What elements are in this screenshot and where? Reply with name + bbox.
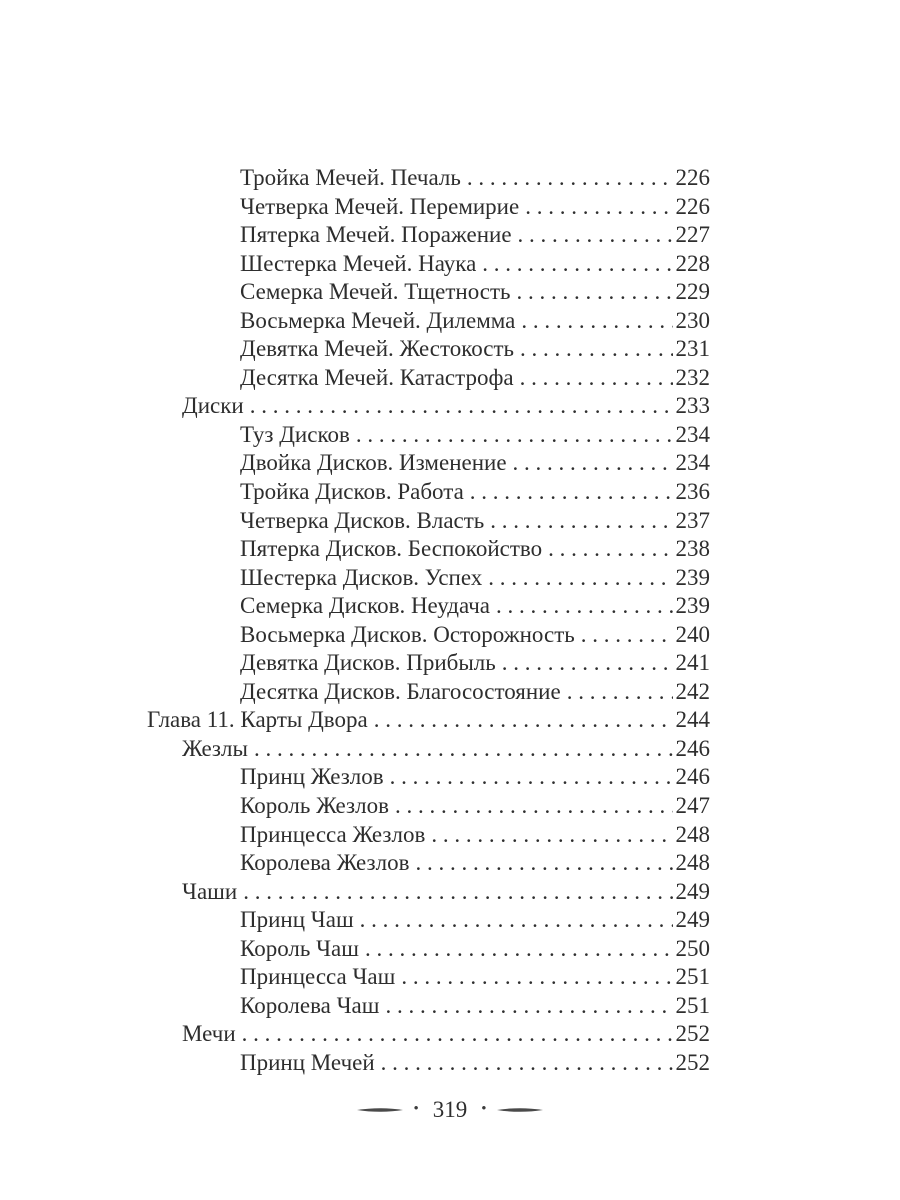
toc-entry-page: 239	[675, 593, 710, 619]
dot-leader	[243, 878, 672, 907]
dot-leader	[415, 849, 672, 878]
toc-entry-label: Семерка Мечей. Тщетность	[240, 279, 511, 305]
toc-entry-page: 244	[675, 707, 710, 733]
toc-entry-page: 249	[675, 907, 710, 933]
toc-entry-page: 230	[675, 307, 710, 333]
dot-leader	[467, 164, 673, 193]
ornament-dot-left: •	[413, 1101, 419, 1117]
toc-entry-label: Король Чаш	[240, 935, 359, 961]
toc-entry-label: Пятерка Дисков. Беспокойство	[240, 536, 543, 562]
dot-leader	[374, 706, 673, 735]
dot-leader	[470, 478, 673, 507]
toc-entry-label: Девятка Мечей. Жестокость	[240, 336, 515, 362]
toc-entry-page: 228	[675, 250, 710, 276]
dot-leader	[490, 507, 672, 536]
toc-entry-page: 242	[675, 678, 710, 704]
page-footer	[0, 1098, 900, 1121]
toc-row	[147, 335, 710, 364]
dot-leader	[390, 763, 673, 792]
toc-entry-label: Девятка Дисков. Прибыль	[240, 650, 496, 676]
page-number: 319	[432, 1097, 468, 1122]
toc-row	[147, 392, 710, 421]
toc-entry-label: Жезлы	[182, 735, 248, 761]
dot-leader	[254, 735, 673, 764]
toc-row	[147, 364, 710, 393]
toc-entry-page: 226	[675, 193, 710, 219]
toc-row	[147, 963, 710, 992]
dot-leader	[360, 906, 673, 935]
toc-entry-page: 239	[675, 564, 710, 590]
toc-entry-label: Шестерка Мечей. Наука	[240, 250, 477, 276]
toc-row	[147, 449, 710, 478]
toc-entry-page: 227	[675, 222, 710, 248]
toc-entry-label: Принцесса Чаш	[240, 964, 396, 990]
dot-leader	[488, 564, 672, 593]
toc-row	[147, 221, 710, 250]
toc-entry-label: Принц Чаш	[240, 907, 354, 933]
toc-row	[147, 164, 710, 193]
toc-row	[147, 649, 710, 678]
toc-entry-page: 250	[675, 935, 710, 961]
toc-row	[147, 278, 710, 307]
toc-entry-label: Туз Дисков	[240, 421, 350, 447]
toc-entry-page: 249	[675, 878, 710, 904]
dot-leader	[548, 535, 672, 564]
toc-entry-page: 232	[675, 364, 710, 390]
dot-leader	[395, 792, 673, 821]
dot-leader	[517, 278, 673, 307]
toc-entry-page: 247	[675, 793, 710, 819]
toc-entry-page: 246	[675, 735, 710, 761]
dot-leader	[250, 392, 673, 421]
toc-row	[147, 421, 710, 450]
toc-row	[147, 478, 710, 507]
dot-leader	[513, 449, 673, 478]
toc-entry-page: 234	[675, 450, 710, 476]
toc-entry-page: 241	[675, 650, 710, 676]
dot-leader	[581, 621, 673, 650]
toc-row	[147, 1020, 710, 1049]
toc-row	[147, 935, 710, 964]
toc-row	[147, 821, 710, 850]
toc-entry-label: Тройка Дисков. Работа	[240, 479, 464, 505]
dot-leader	[385, 992, 672, 1021]
toc-row	[147, 307, 710, 336]
toc-entry-label: Десятка Мечей. Катастрофа	[240, 364, 514, 390]
toc-entry-label: Десятка Дисков. Благосостояние	[240, 678, 561, 704]
dot-leader	[356, 421, 673, 450]
toc-entry-label: Чаши	[182, 878, 238, 904]
toc-entry-page: 251	[675, 992, 710, 1018]
toc-entry-label: Восьмерка Мечей. Дилемма	[240, 307, 516, 333]
toc-entry-label: Четверка Мечей. Перемирие	[240, 193, 520, 219]
dot-leader	[518, 221, 673, 250]
toc-entry-label: Семерка Дисков. Неудача	[240, 593, 491, 619]
left-ornament-line	[357, 1106, 403, 1114]
toc-row	[147, 592, 710, 621]
toc-row	[147, 906, 710, 935]
toc-row	[147, 792, 710, 821]
toc-entry-page: 236	[675, 479, 710, 505]
toc-entry-page: 229	[675, 279, 710, 305]
dot-leader	[401, 963, 672, 992]
toc-row	[147, 678, 710, 707]
toc-row	[147, 992, 710, 1021]
toc-entry-label: Четверка Дисков. Власть	[240, 507, 485, 533]
toc-entry-label: Принц Мечей	[240, 1049, 375, 1075]
toc-row	[147, 763, 710, 792]
toc-row	[147, 735, 710, 764]
toc-entry-label: Пятерка Мечей. Поражение	[240, 222, 512, 248]
toc-entry-page: 238	[675, 536, 710, 562]
dot-leader	[431, 821, 672, 850]
toc-entry-page: 226	[675, 165, 710, 190]
toc-entry-label: Принц Жезлов	[240, 764, 384, 790]
right-ornament-line	[497, 1106, 543, 1114]
toc-row	[147, 849, 710, 878]
toc-row	[147, 621, 710, 650]
toc-entry-label: Королева Чаш	[240, 992, 380, 1018]
toc-entry-label: Двойка Дисков. Изменение	[240, 450, 507, 476]
dot-leader	[520, 364, 673, 393]
toc-entry-page: 246	[675, 764, 710, 790]
toc-entry-page: 252	[675, 1049, 710, 1075]
toc-entry-label: Диски	[182, 393, 244, 419]
toc-entry-page: 237	[675, 507, 710, 533]
toc-entry-label: Принцесса Жезлов	[240, 821, 426, 847]
dot-leader	[482, 250, 672, 279]
dot-leader	[381, 1049, 673, 1078]
dot-leader	[520, 335, 672, 364]
toc-entry-page: 233	[675, 393, 710, 419]
toc-entry-page: 231	[675, 336, 710, 362]
toc-entry-label: Мечи	[182, 1021, 236, 1047]
dot-leader	[242, 1020, 673, 1049]
toc-entry-label: Глава 11. Карты Двора	[147, 707, 368, 733]
toc-entry-label: Король Жезлов	[240, 793, 389, 819]
dot-leader	[521, 307, 672, 336]
toc-row	[147, 564, 710, 593]
toc-row	[147, 193, 710, 222]
dot-leader	[525, 193, 672, 222]
dot-leader	[365, 935, 673, 964]
toc-row	[147, 1049, 710, 1078]
toc-row	[147, 878, 710, 907]
toc-entry-page: 248	[675, 821, 710, 847]
ornament-dot-right: •	[481, 1101, 487, 1117]
toc-entry-page: 252	[675, 1021, 710, 1047]
toc-entry-page: 240	[675, 621, 710, 647]
toc-entry-page: 234	[675, 421, 710, 447]
toc-row	[147, 535, 710, 564]
dot-leader	[567, 678, 673, 707]
toc-entry-page: 248	[675, 850, 710, 876]
dot-leader	[496, 592, 672, 621]
toc-row	[147, 706, 710, 735]
toc-entry-page: 251	[675, 964, 710, 990]
toc-entry-label: Королева Жезлов	[240, 850, 410, 876]
toc-entry-label: Шестерка Дисков. Успех	[240, 564, 483, 590]
dot-leader	[502, 649, 673, 678]
toc-entry-label: Восьмерка Дисков. Осторожность	[240, 621, 575, 647]
table-of-contents	[147, 164, 710, 1078]
toc-entry-label: Тройка Мечей. Печаль	[240, 165, 461, 190]
toc-row	[147, 507, 710, 536]
toc-row	[147, 250, 710, 279]
